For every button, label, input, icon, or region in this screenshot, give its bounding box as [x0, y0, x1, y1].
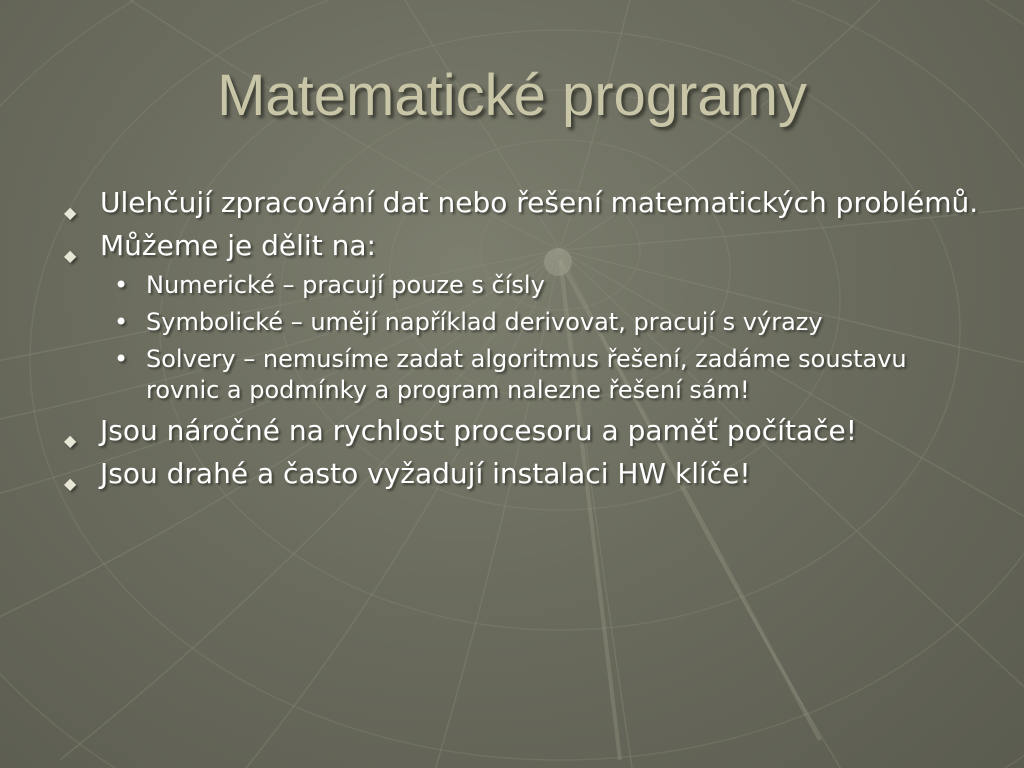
- slide-content: [60, 184, 980, 498]
- round-bullet-icon: •: [114, 308, 129, 336]
- diamond-bullet-icon: ◆: [64, 474, 77, 493]
- bullet-text: Ulehčují zpracování dat nebo řešení matematických problémů.: [100, 186, 979, 219]
- sub-bullet-item: [114, 344, 980, 406]
- sub-bullet-text: Symbolické – umějí například derivovat, pracují s výrazy: [146, 308, 823, 336]
- sub-bullet-item: [114, 307, 980, 338]
- bullet-item: [60, 412, 980, 449]
- sub-bullet-item: [114, 270, 980, 301]
- round-bullet-icon: •: [114, 345, 129, 373]
- bullet-text: Jsou náročné na rychlost procesoru a paměť počítače!: [100, 414, 857, 447]
- bullet-item: [60, 227, 980, 264]
- sub-bullet-text: Numerické – pracují pouze s čísly: [146, 271, 545, 299]
- bullet-item: [60, 184, 980, 221]
- sub-bullet-list: [60, 270, 980, 406]
- slide-title: Matematické programy: [217, 63, 807, 128]
- diamond-bullet-icon: ◆: [64, 203, 77, 222]
- bullet-item: [60, 455, 980, 492]
- bullet-text: Můžeme je dělit na:: [100, 229, 376, 262]
- round-bullet-icon: •: [114, 271, 129, 299]
- diamond-bullet-icon: ◆: [64, 246, 77, 265]
- bullet-text: Jsou drahé a často vyžadují instalaci HW klíče!: [100, 457, 751, 490]
- diamond-bullet-icon: ◆: [64, 431, 77, 450]
- sub-bullet-text: Solvery – nemusíme zadat algoritmus řešení, zadáme soustavu rovnic a podmínky a program nalezne řešení sám!: [146, 345, 907, 404]
